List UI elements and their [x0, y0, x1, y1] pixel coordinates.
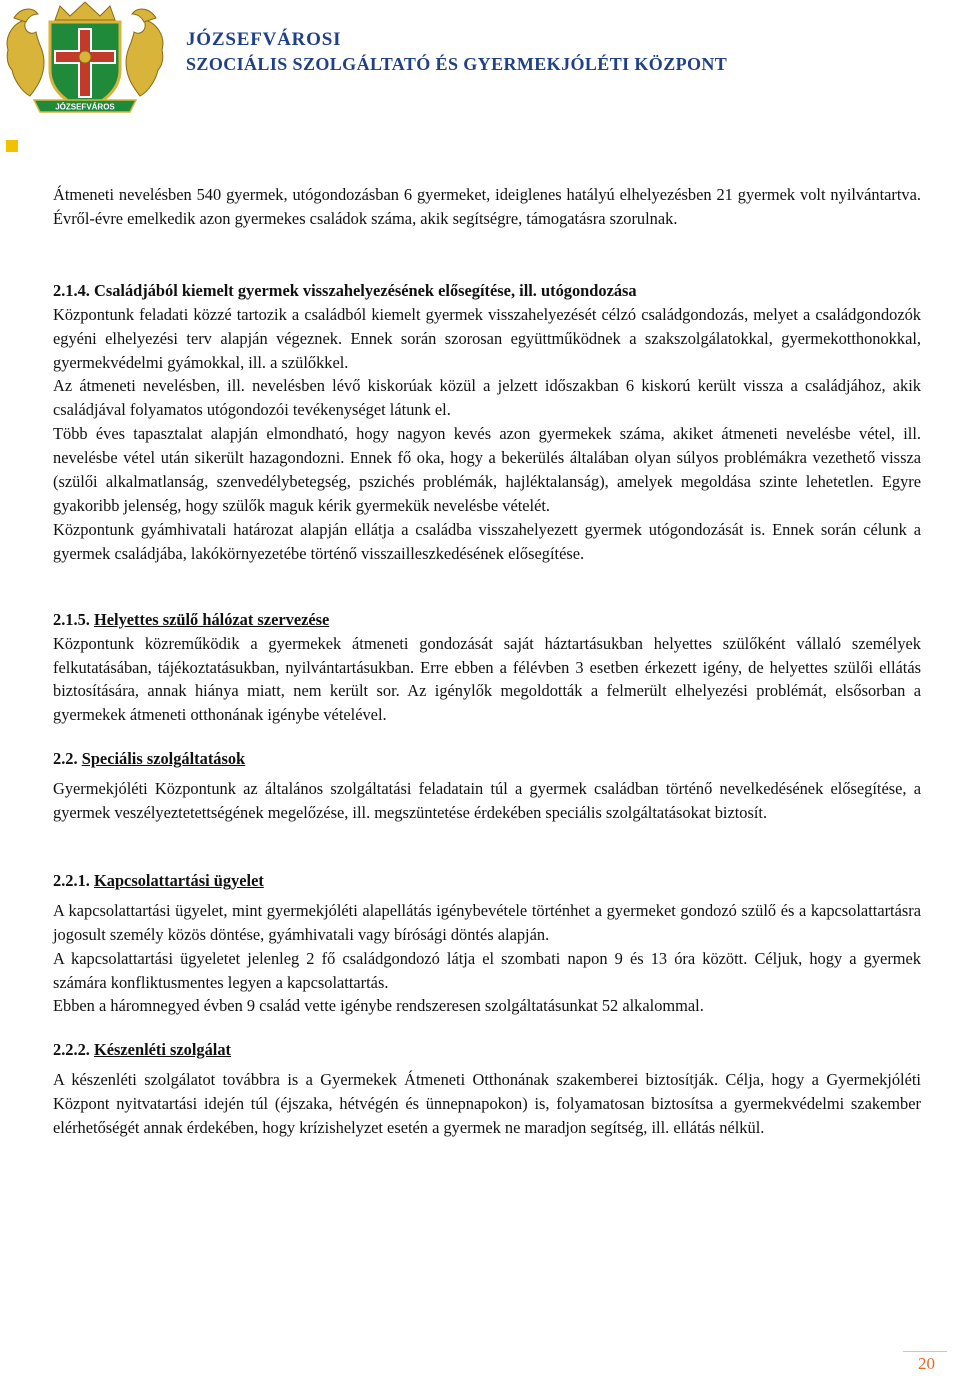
section-2-1-4-heading: 2.1.4. Családjából kiemelt gyermek visszahelyezésének elősegítése, ill. utógondozása	[53, 280, 637, 300]
section-2-2-number: 2.2.	[53, 749, 78, 769]
coat-of-arms-logo	[0, 0, 170, 118]
section-2-1-5-title: Helyettes szülő hálózat szervezése	[94, 609, 330, 629]
section-2-2-2-heading	[53, 1038, 921, 1062]
section-2-1-5-paragraph: Központunk közreműködik a gyermekek átmeneti gondozását saját háztartásukban helyettes szülőként vállaló személyek felkutatásában, tájékoztatásukban, nyilvántartásukban. Erre ebben a félévben 3 esetben érkezett igény, de helyettes szülői ellátás biztosítására, annak hiánya miatt, nem került sor. Az igénylők megoldották a felmerült elhelyezési problémát, elsősorban a gyermekek átmeneti otthonának igénybe vételével.	[53, 633, 921, 725]
document-body	[53, 183, 921, 1140]
section-2-2-1-paragraph-2: A kapcsolattartási ügyeletet jelenleg 2 fő családgondozó látja el szombati napon 9 és 13 óra között. Céljuk, hogy a gyermek számára konfliktusmentes legyen a kapcsolattartás.	[53, 948, 921, 992]
section-2-1-5-number: 2.1.5.	[53, 609, 90, 629]
crest-banner-text: JÓZSEFVÁROS	[55, 102, 115, 112]
page-header	[0, 0, 960, 150]
section-2-2-1-number: 2.2.1.	[53, 870, 90, 890]
page-number: 20	[918, 1354, 935, 1373]
section-2-1-4-paragraph-2: Az átmeneti nevelésben, ill. nevelésben lévő kiskorúak közül a jelzett időszakban 6 kiskorú került vissza a családjához, akik családjával folyamatos utógondozói tevékenységet látunk el.	[53, 376, 921, 420]
section-2-1-4-paragraph-4: Központunk gyámhivatali határozat alapján ellátja a családba visszahelyezett gyermek utógondozását is. Ennek során célunk a gyermek családjába, lakókörnyezetébe történő visszailleszkedésének elősegítése.	[53, 519, 921, 563]
section-2-2-2-number: 2.2.2.	[53, 1040, 90, 1060]
accent-square-icon	[6, 140, 18, 152]
section-2-2-2-title: Készenléti szolgálat	[94, 1040, 232, 1060]
intro-paragraph: Átmeneti nevelésben 540 gyermek, utógondozásban 6 gyermeket, ideiglenes hatályú elhelyezésben 21 gyermek volt nyilvántartva. Évről-évre emelkedik azon gyermekes családok száma, akik segítségre, támogatásra szorulnak.	[53, 185, 921, 228]
section-2-2-2-paragraph: A készenléti szolgálatot továbbra is a Gyermekek Átmeneti Otthonának szakemberei biztosítják. Célja, hogy a Gyermekjóléti Központ nyitvatartási idején túl (éjszaka, hétvégén és ünnepnapokon) is, folyamatosan biztosítsa a gyermekvédelmi szakember elérhetőségét annak érdekében, hogy krízishelyzet esetén a gyermek ne maradjon segítség, ill. ellátás nélkül.	[53, 1070, 921, 1138]
section-2-1-4-paragraph-1: Központunk feladati közzé tartozik a családból kiemelt gyermek visszahelyezését célzó családgondozás, melyet a családgondozók egyéni elhelyezési terv alapján végeznek. Ennek során szorosan együttműködnek a szakszolgálatokkal, gyermekotthonokkal, gyermekvédelmi gyámokkal, ill. a szülőkkel.	[53, 304, 921, 372]
section-2-1-4-paragraph-3: Több éves tapasztalat alapján elmondható, hogy nagyon kevés azon gyermekek száma, akiket átmeneti nevelésbe vétel, ill. nevelésbe vétel után sikerült hazagondozni. Ennek fő oka, hogy a bekerülés általában olyan súlyos problémákra vezethető vissza (szülői alkalmatlanság, szenvedélybetegség, pszichés problémák, hajléktalanság), amelyek megoldása szinte lehetetlen. Egyre gyakoribb jelenség, hogy szülők maguk kérik gyermekük nevelésbe vételét.	[53, 424, 921, 515]
section-2-2-title: Speciális szolgáltatások	[81, 749, 246, 769]
org-name-line2: SZOCIÁLIS SZOLGÁLTATÓ ÉS GYERMEKJÓLÉTI KÖZPONT	[186, 54, 728, 74]
section-2-2-paragraph: Gyermekjóléti Központunk az általános szolgáltatási feladatain túl a gyermek családban történő nevelkedésének elősegítése, a gyermek veszélyeztetettségének megelőzése, ill. megszüntetése érdekében speciális szolgáltatásokat biztosít.	[53, 779, 921, 823]
section-2-2-1-title: Kapcsolattartási ügyelet	[94, 870, 264, 890]
section-2-1-5-heading	[53, 608, 921, 632]
page-number-rule	[903, 1351, 947, 1352]
section-2-2-heading	[53, 747, 921, 771]
organization-name	[186, 28, 727, 76]
section-2-2-1-heading	[53, 869, 921, 893]
section-2-2-1-paragraph-3: Ebben a háromnegyed évben 9 család vette igénybe rendszeresen szolgáltatásunkat 52 alkalommal.	[53, 996, 704, 1016]
org-name-line1: JÓZSEFVÁROSI	[186, 29, 342, 50]
section-2-2-1-paragraph-1: A kapcsolattartási ügyelet, mint gyermekjóléti alapellátás igénybevétele történhet a gyermeket gondozó szülő és a kapcsolattartásra jogosult személy közös döntése, gyámhivatali vagy bírósági döntés alapján.	[53, 900, 921, 944]
